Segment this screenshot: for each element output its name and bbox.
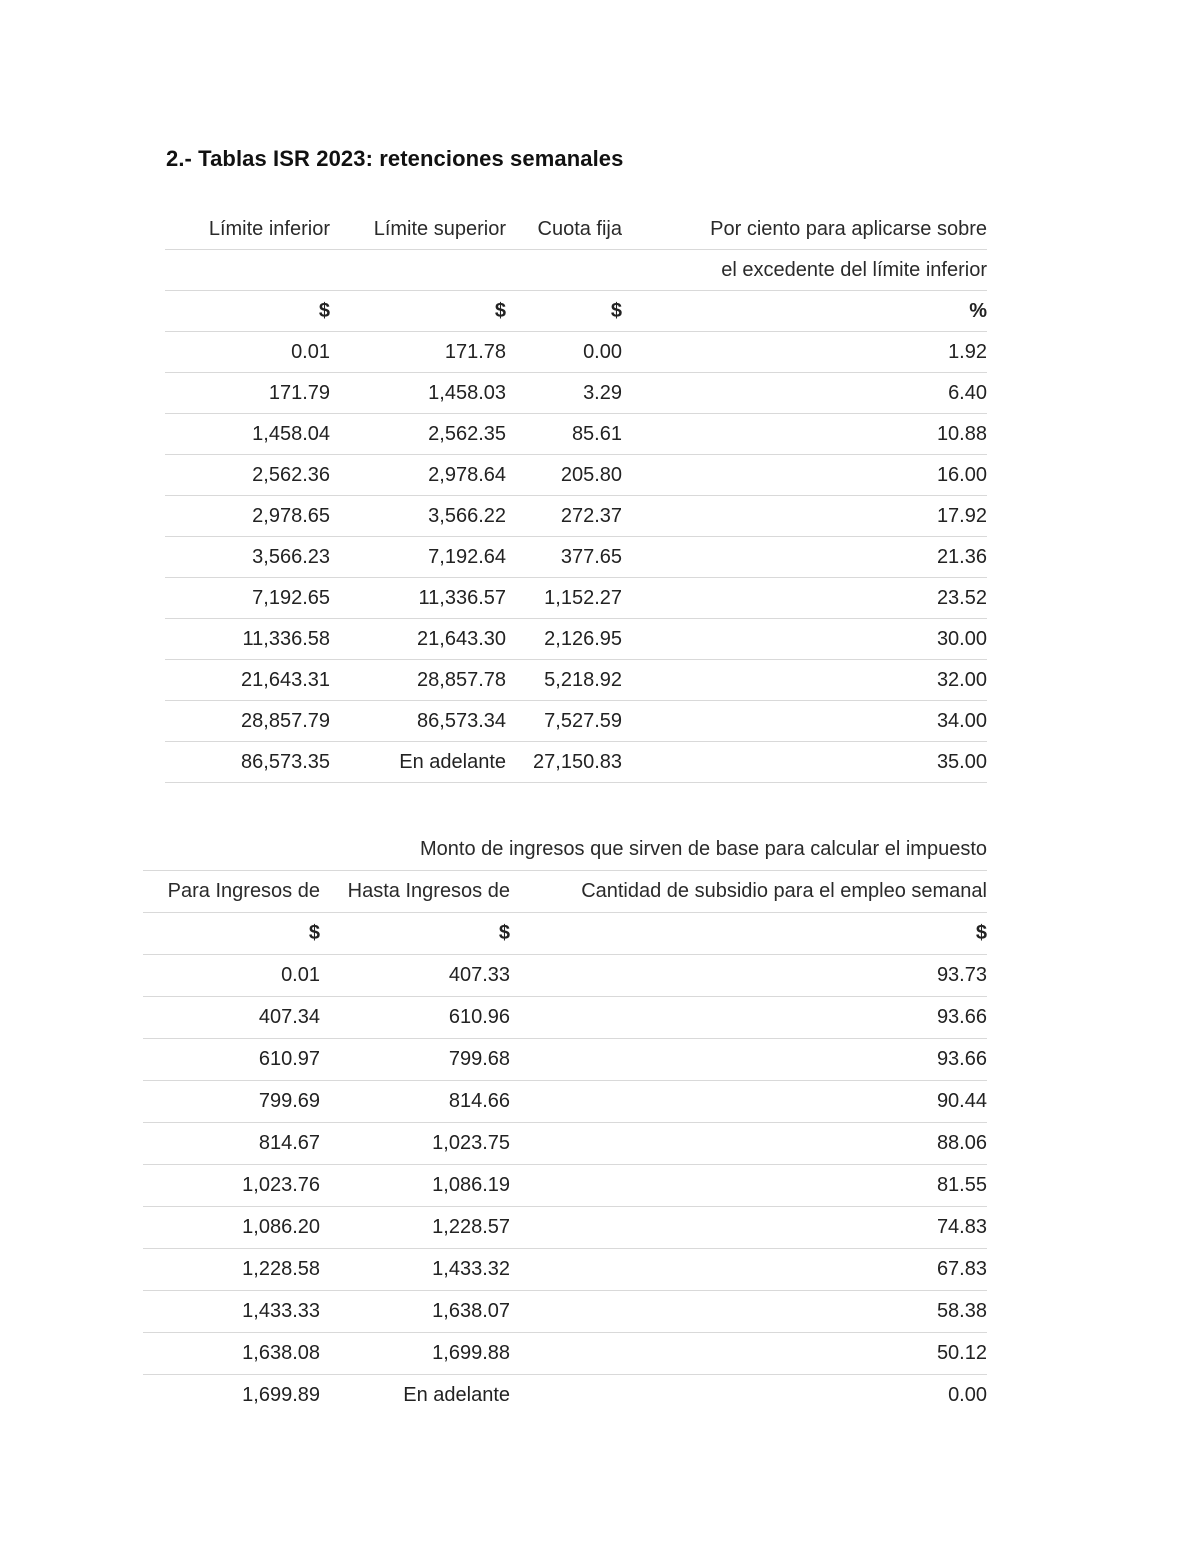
table-row bbox=[165, 414, 987, 455]
table-cell: 2,562.36 bbox=[165, 455, 330, 496]
table-cell: 1,433.32 bbox=[320, 1249, 510, 1291]
unit-cell: $ bbox=[165, 291, 330, 332]
table-cell: 1,152.27 bbox=[506, 578, 622, 619]
table-cell: 21.36 bbox=[622, 537, 987, 578]
table-cell: 28,857.78 bbox=[330, 660, 506, 701]
unit-cell: $ bbox=[330, 291, 506, 332]
table-cell: 10.88 bbox=[622, 414, 987, 455]
table-cell: 171.79 bbox=[165, 373, 330, 414]
table-cell: 377.65 bbox=[506, 537, 622, 578]
table-cell: 86,573.34 bbox=[330, 701, 506, 742]
table-row bbox=[143, 1123, 987, 1165]
table-cell: 5,218.92 bbox=[506, 660, 622, 701]
table-cell: 6.40 bbox=[622, 373, 987, 414]
table-cell: 3,566.22 bbox=[330, 496, 506, 537]
table-row bbox=[165, 660, 987, 701]
table-cell: 1,458.04 bbox=[165, 414, 330, 455]
header-cell: Hasta Ingresos de bbox=[320, 871, 510, 913]
subsidy-weekly-table bbox=[143, 829, 987, 1416]
table-cell: 1,086.19 bbox=[320, 1165, 510, 1207]
table-cell: 93.66 bbox=[510, 997, 987, 1039]
table-cell: 171.78 bbox=[330, 332, 506, 373]
table-cell: 799.68 bbox=[320, 1039, 510, 1081]
header-cell: Cantidad de subsidio para el empleo semanal bbox=[510, 871, 987, 913]
table-cell: 3,566.23 bbox=[165, 537, 330, 578]
header-cell: Cuota fija bbox=[506, 209, 622, 250]
table-row bbox=[165, 496, 987, 537]
subsidy-rows bbox=[143, 955, 987, 1417]
table-caption: Monto de ingresos que sirven de base para calcular el impuesto bbox=[143, 829, 987, 871]
table-cell: 21,643.31 bbox=[165, 660, 330, 701]
table-cell: En adelante bbox=[403, 1384, 510, 1406]
unit-cell: $ bbox=[143, 913, 320, 955]
table-cell: 1,638.07 bbox=[320, 1291, 510, 1333]
table-row bbox=[165, 701, 987, 742]
table-row bbox=[165, 578, 987, 619]
table-cell: 205.80 bbox=[506, 455, 622, 496]
table-cell: 2,978.65 bbox=[165, 496, 330, 537]
table-cell: 1,458.03 bbox=[330, 373, 506, 414]
page-title: 2.- Tablas ISR 2023: retenciones semanales bbox=[166, 146, 624, 171]
header-cell: Límite inferior bbox=[165, 209, 330, 250]
table-cell: 1.92 bbox=[622, 332, 987, 373]
table-row bbox=[165, 332, 987, 373]
table-cell: 16.00 bbox=[622, 455, 987, 496]
table-caption-row bbox=[143, 829, 987, 871]
table-row bbox=[165, 742, 987, 783]
table-cell: 610.96 bbox=[320, 997, 510, 1039]
table-row bbox=[143, 1039, 987, 1081]
table-row bbox=[143, 997, 987, 1039]
table-cell: 86,573.35 bbox=[165, 742, 330, 783]
unit-cell: $ bbox=[320, 913, 510, 955]
table-header-row bbox=[143, 871, 987, 913]
table-row bbox=[165, 619, 987, 660]
table-cell: 32.00 bbox=[622, 660, 987, 701]
table-cell: 23.52 bbox=[622, 578, 987, 619]
table-cell: 11,336.58 bbox=[165, 619, 330, 660]
table-row bbox=[143, 1165, 987, 1207]
table-cell: 0.01 bbox=[165, 332, 330, 373]
header-cell: Para Ingresos de bbox=[143, 871, 320, 913]
table-cell: 85.61 bbox=[506, 414, 622, 455]
table-cell: 799.69 bbox=[143, 1081, 320, 1123]
table-cell: 90.44 bbox=[510, 1081, 987, 1123]
table-cell: 74.83 bbox=[510, 1207, 987, 1249]
table-cell: 11,336.57 bbox=[330, 578, 506, 619]
table-cell: 88.06 bbox=[510, 1123, 987, 1165]
table-row bbox=[143, 1333, 987, 1375]
table-cell: 0.00 bbox=[506, 332, 622, 373]
table-row bbox=[143, 1249, 987, 1291]
table-cell: 67.83 bbox=[510, 1249, 987, 1291]
table-cell: 21,643.30 bbox=[330, 619, 506, 660]
table-cell: 1,228.57 bbox=[320, 1207, 510, 1249]
table-row bbox=[143, 1375, 987, 1417]
header-cell: Por ciento para aplicarse sobre bbox=[622, 209, 987, 250]
table-cell: 28,857.79 bbox=[165, 701, 330, 742]
table-cell: 407.33 bbox=[320, 955, 510, 997]
table-cell: 1,638.08 bbox=[143, 1333, 320, 1375]
table-cell: 2,562.35 bbox=[330, 414, 506, 455]
table-cell: 1,228.58 bbox=[143, 1249, 320, 1291]
table-cell: 30.00 bbox=[622, 619, 987, 660]
table-cell: 93.73 bbox=[510, 955, 987, 997]
table-cell: 1,433.33 bbox=[143, 1291, 320, 1333]
table-cell: 1,699.89 bbox=[242, 1384, 320, 1406]
table-cell: En adelante bbox=[330, 742, 506, 783]
isr-weekly-table bbox=[165, 209, 987, 783]
table-row bbox=[143, 1081, 987, 1123]
table-row bbox=[165, 373, 987, 414]
unit-cell: $ bbox=[506, 291, 622, 332]
header-cell: Límite superior bbox=[330, 209, 506, 250]
table-cell: 1,023.76 bbox=[143, 1165, 320, 1207]
table-cell: 2,978.64 bbox=[330, 455, 506, 496]
table-cell: 2,126.95 bbox=[506, 619, 622, 660]
table-cell: 7,192.65 bbox=[165, 578, 330, 619]
table-cell: 814.67 bbox=[143, 1123, 320, 1165]
table-cell: 1,699.88 bbox=[320, 1333, 510, 1375]
table-header-row bbox=[165, 209, 987, 250]
table-cell: 81.55 bbox=[510, 1165, 987, 1207]
table-row bbox=[143, 1207, 987, 1249]
table-cell: 0.01 bbox=[143, 955, 320, 997]
table-cell: 93.66 bbox=[510, 1039, 987, 1081]
table-cell: 27,150.83 bbox=[506, 742, 622, 783]
table-row bbox=[143, 1291, 987, 1333]
table-cell: 50.12 bbox=[510, 1333, 987, 1375]
table-cell: 3.29 bbox=[506, 373, 622, 414]
units-row bbox=[165, 291, 987, 332]
table-cell: 0.00 bbox=[948, 1384, 987, 1406]
table-cell: 17.92 bbox=[622, 496, 987, 537]
table-cell: 1,023.75 bbox=[320, 1123, 510, 1165]
table-cell: 610.97 bbox=[143, 1039, 320, 1081]
table-row bbox=[165, 537, 987, 578]
table-row bbox=[143, 955, 987, 997]
unit-cell: % bbox=[622, 291, 987, 332]
table-cell: 407.34 bbox=[143, 997, 320, 1039]
table-cell: 35.00 bbox=[622, 742, 987, 783]
table-cell: 814.66 bbox=[320, 1081, 510, 1123]
table-cell: 58.38 bbox=[510, 1291, 987, 1333]
isr-rows bbox=[165, 332, 987, 783]
table-cell: 34.00 bbox=[622, 701, 987, 742]
table-cell: 7,527.59 bbox=[506, 701, 622, 742]
table-cell: 272.37 bbox=[506, 496, 622, 537]
table-row bbox=[165, 455, 987, 496]
unit-cell: $ bbox=[510, 913, 987, 955]
table-cell: 7,192.64 bbox=[330, 537, 506, 578]
table-header-row bbox=[165, 250, 987, 291]
units-row bbox=[143, 913, 987, 955]
header-cell: el excedente del límite inferior bbox=[622, 250, 987, 291]
table-cell: 1,086.20 bbox=[143, 1207, 320, 1249]
